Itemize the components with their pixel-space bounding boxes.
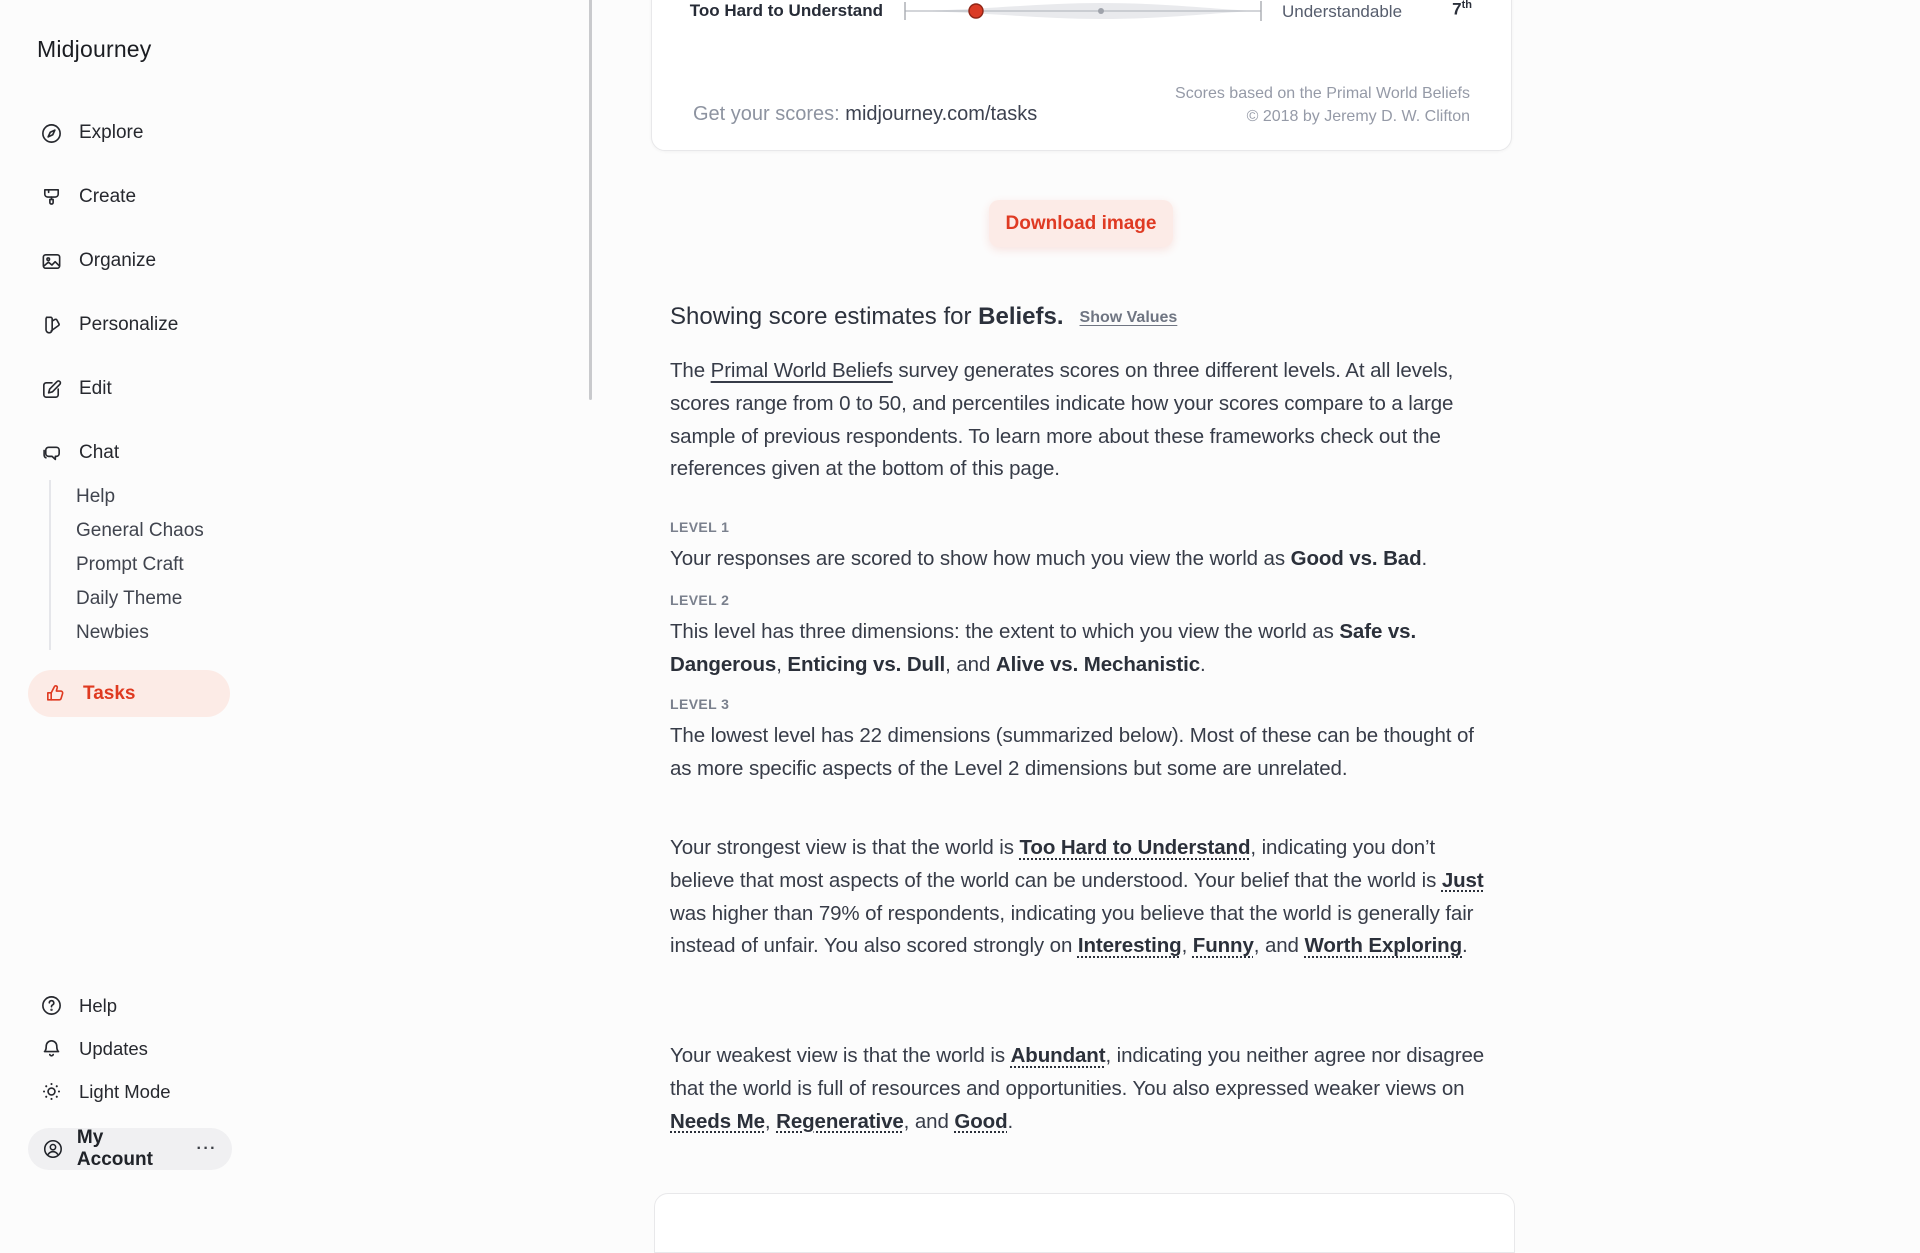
sidebar-item-create[interactable] (28, 165, 262, 229)
sidebar-footer (28, 984, 262, 1113)
sidebar-item-personalize[interactable] (28, 293, 262, 357)
get-your-scores-text: Get your scores: midjourney.com/tasks (693, 103, 1038, 125)
user-score-marker (969, 4, 983, 18)
swatches-icon (40, 314, 63, 337)
thumbs-up-icon (44, 682, 67, 705)
sidebar-item-light-mode[interactable] (28, 1070, 262, 1113)
sidebar-item-label: Updates (79, 1037, 148, 1059)
question-circle-icon (40, 994, 63, 1017)
score-distribution-slider (903, 0, 1263, 28)
sidebar-item-prompt-craft[interactable]: Prompt Craft (76, 554, 184, 575)
intro-paragraph: The Primal World Beliefs survey generates scores on three different levels. At all levels, scores range from 0 to 50, and percentiles indicate how your scores compare to a large sample of previous respondents. To learn more about these frameworks check out the references given at the bottom of this page. (670, 359, 1454, 481)
account-label: My Account (76, 1127, 153, 1170)
pencil-square-icon (40, 378, 63, 401)
sidebar-item-organize[interactable] (28, 229, 262, 293)
ellipsis-icon[interactable]: ··· (196, 1140, 217, 1157)
sidebar-item-label: Edit (79, 378, 112, 399)
app-logo[interactable]: Midjourney (37, 36, 152, 62)
scores-url: midjourney.com/tasks (845, 103, 1038, 125)
beliefs-score-card (651, 0, 1512, 151)
paintbrush-icon (40, 186, 63, 209)
sidebar-item-label: Tasks (83, 682, 136, 704)
bell-icon (40, 1037, 63, 1060)
sidebar (0, 0, 290, 1200)
beliefs-label: Beliefs. (978, 303, 1064, 330)
sidebar-item-explore[interactable] (28, 101, 262, 165)
image-icon (40, 250, 63, 273)
sidebar-item-label: Help (79, 994, 118, 1016)
weakest-view-paragraph: Your weakest view is that the world is Abundant, indicating you neither agree nor disagree that the world is full of resources and opportunities. You also expressed weaker views on Needs Me, Regenerative, and Good. (670, 1044, 1485, 1133)
sidebar-item-newbies[interactable]: Newbies (76, 622, 149, 643)
compass-icon (40, 122, 63, 145)
level-2-label: LEVEL 2 (670, 592, 730, 608)
sidebar-item-label: Create (79, 186, 137, 207)
level-3-text: The lowest level has 22 dimensions (summarized below). Most of these can be thought of as more specific aspects of the Level 2 dimensions but some are unrelated. (670, 724, 1474, 780)
sidebar-item-chat-help[interactable]: Help (76, 486, 116, 507)
sidebar-item-updates[interactable] (28, 1027, 262, 1070)
level-3-label: LEVEL 3 (670, 696, 730, 712)
sidebar-item-label: Explore (79, 122, 144, 143)
user-circle-icon (42, 1138, 64, 1160)
dimension-low-label: Too Hard to Understand (689, 1, 883, 20)
level-1-label: LEVEL 1 (670, 519, 730, 535)
sun-icon (40, 1080, 63, 1103)
distribution-mean-dot (1098, 8, 1104, 14)
strongest-view-paragraph: Your strongest view is that the world is Too Hard to Understand, indicating you don’t believe that most aspects of the world can be understood. Your belief that the world is Just was higher than 79% of respondents, indicating you believe that the world is generally fair instead of unfair. You also scored strongly on Interesting, Funny, and Worth Exploring. (670, 836, 1484, 958)
sidebar-item-label: Organize (79, 250, 157, 271)
download-image-button[interactable]: Download image (989, 200, 1173, 247)
dimension-high-label: Understandable (1282, 2, 1403, 21)
chat-subnav (49, 480, 239, 650)
sidebar-item-edit[interactable] (28, 357, 262, 421)
attribution-text: Scores based on the Primal World Beliefs © 2018 by Jeremy D. W. Clifton (1175, 85, 1470, 125)
chat-bubbles-icon (40, 442, 63, 465)
scrollbar-thumb[interactable] (589, 0, 592, 400)
page-title: Showing score estimates for Beliefs. Show Values (670, 303, 1178, 330)
my-account-button[interactable] (28, 1128, 232, 1170)
sidebar-item-label: Chat (79, 442, 120, 463)
sidebar-item-general-chaos[interactable]: General Chaos (76, 520, 204, 541)
primary-nav (28, 101, 262, 485)
level-2-text: This level has three dimensions: the extent to which you view the world as Safe vs. Dangerous, Enticing vs. Dull, and Alive vs. Mechanistic. (670, 620, 1417, 676)
sidebar-item-label: Personalize (79, 314, 179, 335)
sidebar-item-help[interactable] (28, 984, 262, 1027)
sidebar-item-label: Light Mode (79, 1080, 171, 1102)
percentile-value: 7th (1452, 0, 1472, 19)
sidebar-item-tasks-active[interactable] (28, 670, 230, 717)
show-values-link[interactable]: Show Values (1079, 309, 1178, 326)
level-1-text: Your responses are scored to show how much you view the world as Good vs. Bad. (670, 547, 1428, 570)
next-section-card (654, 1193, 1515, 1253)
sidebar-item-daily-theme[interactable]: Daily Theme (76, 588, 183, 609)
sidebar-item-chat[interactable] (28, 421, 262, 485)
